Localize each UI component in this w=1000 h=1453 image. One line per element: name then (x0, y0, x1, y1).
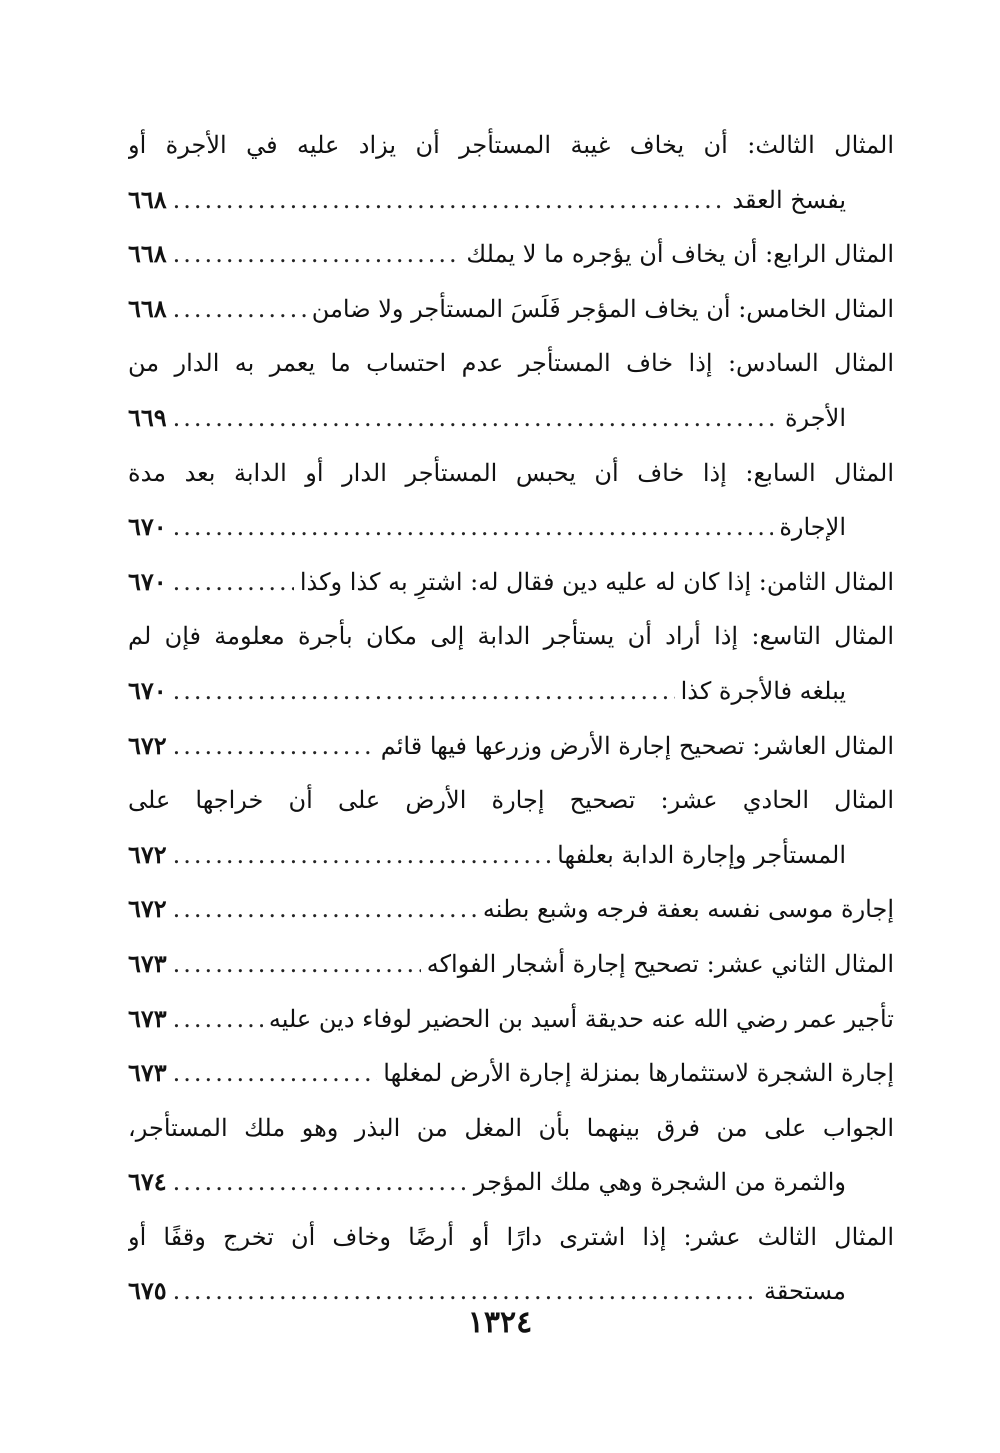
dot-leader (173, 992, 263, 1047)
toc-entry-title: إجارة الشجرة لاستثمارها بمنزلة إجارة الأرض لمغلها (383, 1059, 894, 1088)
toc-entry-leader-line (128, 992, 894, 1047)
toc-entry-title: الأجرة (784, 403, 846, 432)
toc-entry (128, 555, 894, 610)
toc-entry-text-line: المثال السابع: إذا خاف أن يحبس المستأجر الدار أو الدابة بعد مدة (128, 458, 894, 487)
toc-entry-page-number: ٦٧٢ (128, 730, 167, 760)
toc-entry-leader-line (128, 937, 894, 992)
page-number: ١٣٢٤ (467, 1305, 533, 1340)
toc-entry-title: المستأجر وإجارة الدابة بعلفها (557, 840, 846, 869)
toc-entry (128, 1101, 894, 1210)
toc-entry-page-number: ٦٧٠ (128, 675, 167, 705)
dot-leader (173, 664, 675, 719)
toc-entry-leader-line (128, 227, 894, 282)
toc-entry-title: المثال الثامن: إذا كان له عليه دين فقال له: اشترِ به كذا وكذا (299, 567, 894, 596)
toc-entry-text-line: المثال الثالث عشر: إذا اشترى دارًا أو أرضًا وخاف أن تخرج وقفًا أو (128, 1222, 894, 1251)
toc-entry (128, 1046, 894, 1101)
toc-entry-page-number: ٦٦٩ (128, 402, 167, 432)
toc-entry (128, 1210, 894, 1319)
dot-leader (173, 555, 294, 610)
toc-entry-text-line: الجواب على من فرق بينهما بأن المغل من البذر وهو ملك المستأجر، (128, 1113, 894, 1142)
toc-entry-leader-line (128, 1155, 894, 1210)
dot-leader (173, 500, 774, 555)
toc-entry-page-number: ٦٧٤ (128, 1167, 167, 1197)
toc-entry-title: والثمرة من الشجرة وهي ملك المؤجر (473, 1168, 846, 1197)
dot-leader (173, 719, 375, 774)
toc-entry (128, 227, 894, 282)
toc-entry-page-number: ٦٧٣ (128, 1003, 167, 1033)
toc-entry-title: يفسخ العقد (732, 185, 846, 214)
toc-entry-page-number: ٦٧٣ (128, 1058, 167, 1088)
dot-leader (173, 1155, 468, 1210)
toc-entry-page-number: ٦٦٨ (128, 239, 167, 269)
dot-leader (173, 227, 461, 282)
toc-entry-leader-line (128, 828, 894, 883)
toc-entry-title: يبلغه فالأجرة كذا (680, 676, 846, 705)
dot-leader (173, 1046, 378, 1101)
toc-entry-title: المثال الخامس: أن يخاف المؤجر فَلَسَ المستأجر ولا ضامن (311, 294, 894, 323)
toc-entry-title: إجارة موسى نفسه بعفة فرجه وشبع بطنه (482, 895, 894, 924)
toc-entry (128, 773, 894, 882)
toc-entry (128, 937, 894, 992)
dot-leader (173, 937, 421, 992)
toc-entry-page-number: ٦٧٠ (128, 566, 167, 596)
toc-entry-leader-line (128, 500, 894, 555)
toc-entry-title: تأجير عمر رضي الله عنه حديقة أسيد بن الحضير لوفاء دين عليه (268, 1004, 894, 1033)
dot-leader (173, 828, 551, 883)
toc-entry (128, 118, 894, 227)
toc-entry-leader-line (128, 882, 894, 937)
toc-entry-leader-line (128, 282, 894, 337)
dot-leader (173, 391, 779, 446)
toc-entry-leader-line (128, 719, 894, 774)
toc-entry-leader-line (128, 173, 894, 228)
toc-entry-text-line: المثال الثالث: أن يخاف غيبة المستأجر أن يزاد عليه في الأجرة أو (128, 131, 894, 159)
toc-entry (128, 719, 894, 774)
toc-entry-leader-line (128, 555, 894, 610)
toc-entry-page-number: ٦٦٨ (128, 293, 167, 323)
toc-entry-title: المثال الرابع: أن يخاف أن يؤجره ما لا يملك (466, 240, 894, 269)
toc-entry (128, 282, 894, 337)
dot-leader (173, 282, 306, 337)
toc-entry-page-number: ٦٧٢ (128, 894, 167, 924)
toc-entry-title: الإجارة (779, 513, 846, 542)
toc-entry (128, 336, 894, 445)
toc-entry (128, 882, 894, 937)
toc-entry-page-number: ٦٧٠ (128, 512, 167, 542)
toc-entry-title: مستحقة (763, 1277, 846, 1306)
toc-entry-page-number: ٦٧٢ (128, 839, 167, 869)
toc-entry-page-number: ٦٧٥ (128, 1276, 167, 1306)
toc-entry-text-line: المثال التاسع: إذا أراد أن يستأجر الدابة إلى مكان بأجرة معلومة فإن لم (128, 622, 894, 651)
toc-entries (128, 118, 894, 1319)
toc-entry-page-number: ٦٧٣ (128, 948, 167, 978)
toc-entry-page-number: ٦٦٨ (128, 184, 167, 214)
toc-entry-title: المثال الثاني عشر: تصحيح إجارة أشجار الفواكه (426, 949, 894, 978)
toc-entry-leader-line (128, 391, 894, 446)
toc-entry-title: المثال العاشر: تصحيح إجارة الأرض وزرعها فيها قائم (380, 731, 894, 760)
toc-entry-text-line: المثال السادس: إذا خاف المستأجر عدم احتساب ما يعمر به الدار من (128, 349, 894, 378)
toc-entry (128, 992, 894, 1047)
toc-entry-leader-line (128, 1046, 894, 1101)
toc-entry (128, 446, 894, 555)
dot-leader (173, 173, 727, 228)
toc-entry (128, 609, 894, 718)
toc-entry-leader-line (128, 664, 894, 719)
toc-entry-text-line: المثال الحادي عشر: تصحيح إجارة الأرض على أن خراجها على (128, 786, 894, 815)
dot-leader (173, 882, 477, 937)
